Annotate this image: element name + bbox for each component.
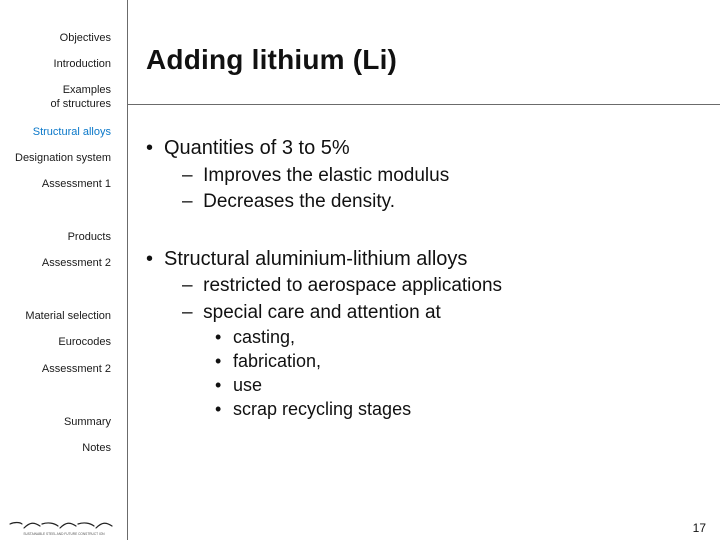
sub-density-text: Decreases the density. <box>203 191 395 212</box>
sub-casting-text: casting, <box>233 327 296 347</box>
slide-title: Adding lithium (Li) <box>146 44 398 75</box>
sub-special-care <box>182 301 441 324</box>
nav-structural-alloys[interactable]: Structural alloys <box>32 126 111 138</box>
page-number: 17 <box>692 521 706 535</box>
sub-aerospace <box>182 274 502 297</box>
dash: – <box>182 165 193 186</box>
sub-scrap-recycling <box>215 398 411 420</box>
nav-assessment-1[interactable]: Assessment 1 <box>41 178 111 190</box>
nav-examples-of-structures[interactable] <box>50 83 111 111</box>
dash: – <box>182 191 193 212</box>
sub-use <box>215 374 262 396</box>
bullet-dot: • <box>215 351 222 371</box>
logo-subtext: SUSTAINABLE STEEL AND FUTURE CONSTRUCT ION <box>23 532 105 536</box>
nav-assessment-2-second[interactable]: Assessment 2 <box>41 363 111 375</box>
dash: – <box>182 302 193 323</box>
sidebar-divider <box>127 0 128 540</box>
bullet-al-li-alloys-text: Structural aluminium-lithium alloys <box>164 248 468 270</box>
nav-eurocodes[interactable]: Eurocodes <box>58 336 111 348</box>
sub-aerospace-text: restricted to aerospace applications <box>203 275 503 296</box>
bullet-quantities <box>146 136 350 160</box>
sidebar-nav <box>0 0 127 540</box>
bullet-dot: • <box>146 137 154 159</box>
nav-notes[interactable]: Notes <box>82 442 111 454</box>
sub-casting <box>215 326 295 348</box>
sub-special-care-text: special care and attention at <box>203 302 441 323</box>
bullet-dot: • <box>215 399 222 419</box>
nav-material-selection[interactable]: Material selection <box>25 310 111 322</box>
nav-products[interactable]: Products <box>67 231 111 243</box>
sub-density <box>182 190 395 213</box>
nav-examples-line1: Examples <box>62 84 111 96</box>
sub-fabrication <box>215 350 321 372</box>
bullet-quantities-text: Quantities of 3 to 5% <box>164 137 350 159</box>
nav-introduction[interactable]: Introduction <box>53 58 111 70</box>
bullet-al-li-alloys <box>146 247 467 271</box>
sub-elastic-modulus <box>182 164 449 187</box>
sub-use-text: use <box>233 375 263 395</box>
nav-objectives[interactable]: Objectives <box>59 32 111 44</box>
dash: – <box>182 275 193 296</box>
nav-examples-line2: of structures <box>50 98 111 110</box>
nav-designation-system[interactable]: Designation system <box>15 152 111 164</box>
bullet-dot: • <box>215 375 222 395</box>
bullet-dot: • <box>215 327 222 347</box>
sub-scrap-recycling-text: scrap recycling stages <box>233 399 412 419</box>
sub-fabrication-text: fabrication, <box>233 351 322 371</box>
sub-elastic-modulus-text: Improves the elastic modulus <box>203 165 450 186</box>
suscos-logo <box>4 518 124 538</box>
bullet-dot: • <box>146 248 154 270</box>
title-rule <box>128 104 720 105</box>
nav-assessment-2[interactable]: Assessment 2 <box>41 257 111 269</box>
nav-summary[interactable]: Summary <box>63 416 111 428</box>
